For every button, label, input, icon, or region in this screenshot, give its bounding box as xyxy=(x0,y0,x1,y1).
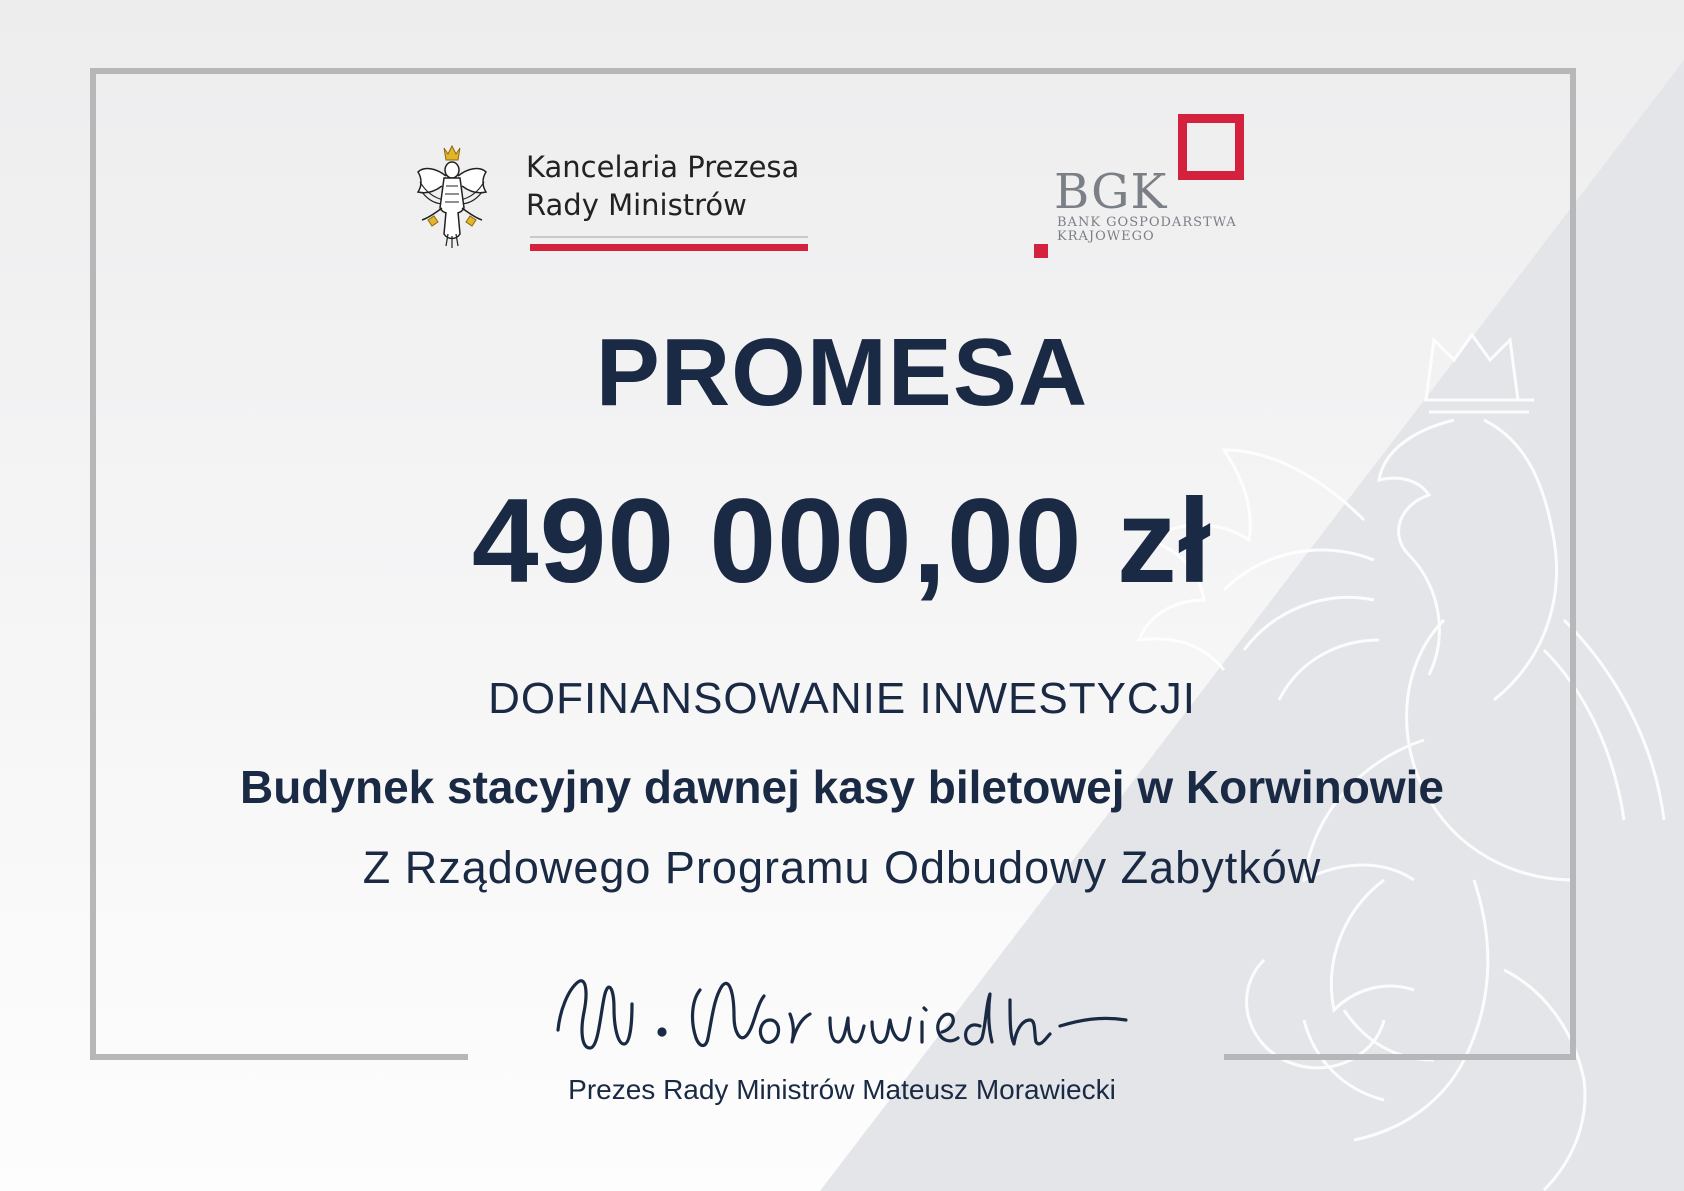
eagle-emblem-icon xyxy=(416,142,488,250)
frame-bottom-right-line xyxy=(1224,1054,1576,1060)
bgk-line2: KRAJOWEGO xyxy=(1057,229,1155,244)
signer-name: Prezes Rady Ministrów Mateusz Morawiecki xyxy=(568,1074,1116,1105)
promise-amount: 490 000,00 zł xyxy=(471,474,1213,608)
bgk-square-outline-icon xyxy=(1178,114,1244,180)
program-name: Z Rządowego Programu Odbudowy Zabytków xyxy=(362,842,1322,893)
bgk-square-small-icon xyxy=(1034,244,1048,258)
kprm-line1: Kancelaria Prezesa xyxy=(526,150,800,184)
bgk-line1: BANK GOSPODARSTWA xyxy=(1057,215,1237,230)
bgk-fullname xyxy=(1057,216,1237,244)
kprm-divider-red xyxy=(530,244,808,251)
kprm-name xyxy=(526,148,799,224)
handwritten-signature xyxy=(550,970,1140,1055)
document-title: PROMESA xyxy=(595,319,1089,426)
funding-subtitle: DOFINANSOWANIE INWESTYCJI xyxy=(488,674,1196,723)
kprm-line2: Rady Ministrów xyxy=(526,188,747,222)
kprm-logo xyxy=(416,140,816,255)
kprm-divider-gray xyxy=(530,236,808,238)
bgk-letters: BGK xyxy=(1054,164,1168,220)
project-name: Budynek stacyjny dawnej kasy biletowej w Korwinowie xyxy=(239,761,1445,813)
frame-bottom-left-line xyxy=(90,1054,468,1060)
bgk-logo xyxy=(1030,110,1250,260)
